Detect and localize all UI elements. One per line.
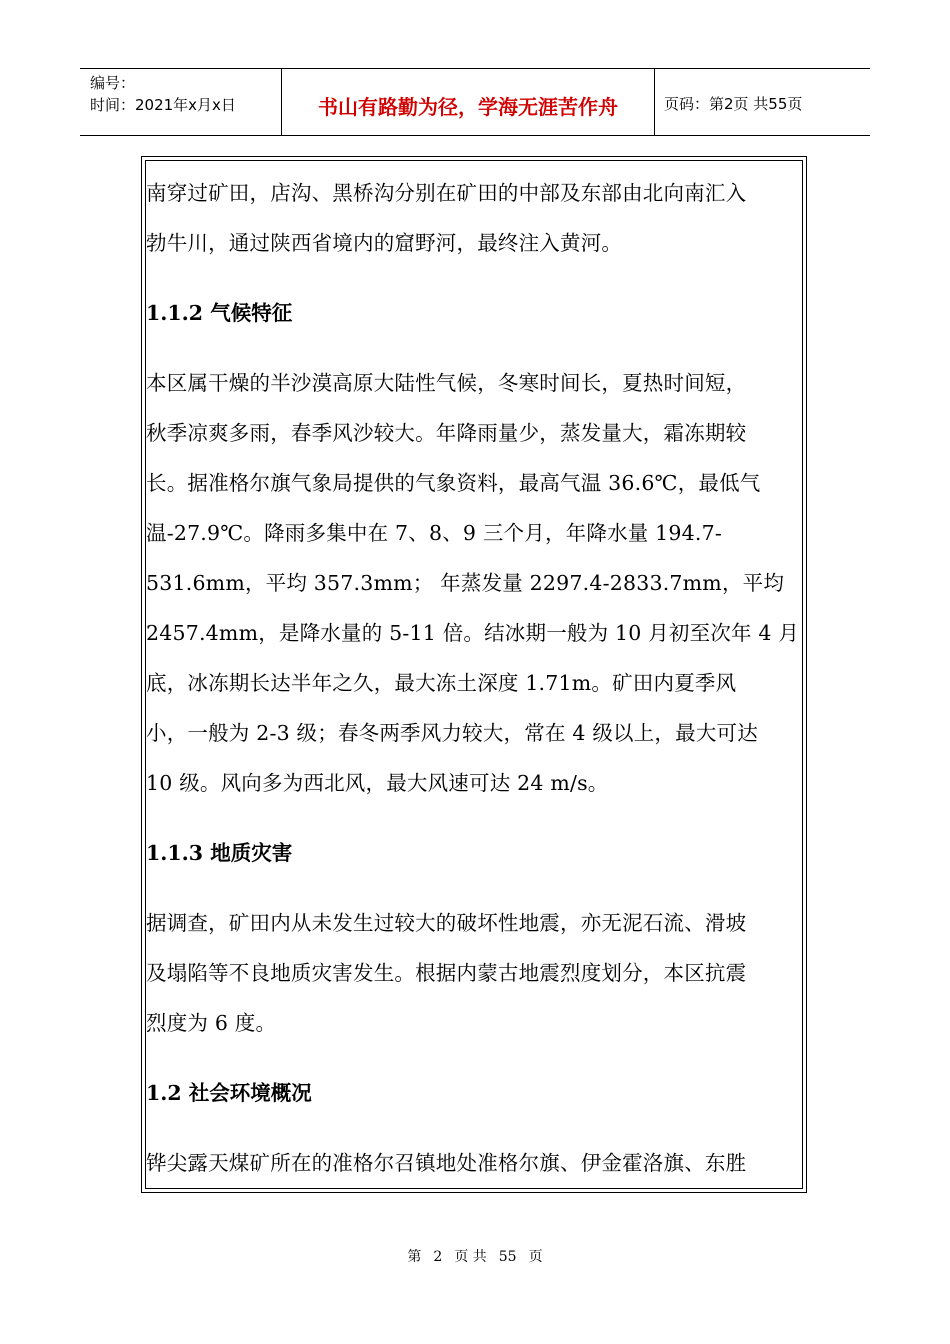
footer-total-pages: 55 (498, 1249, 517, 1265)
body-line: 531.6mm，平均 357.3mm； 年蒸发量 2297.4-2833.7mm，平均 (146, 571, 785, 595)
body-line: 10 级。风向多为西北风，最大风速可达 24 m/s。 (146, 771, 609, 795)
body-line: 本区属干燥的半沙漠高原大陆性气候，冬寒时间长，夏热时间短， (146, 371, 747, 395)
footer-page-number: 2 (433, 1249, 443, 1265)
header-top-rule (80, 68, 870, 69)
body-line: 南穿过矿田，店沟、黑桥沟分别在矿田的中部及东部由北向南汇入 (146, 181, 747, 205)
footer-mid: 页 共 (454, 1249, 487, 1265)
footer-prefix: 第 (407, 1249, 422, 1265)
body-line: 小，一般为 2-3 级；春冬两季风力较大，常在 4 级以上，最大可达 (146, 721, 758, 745)
body-line: 秋季凉爽多雨，春季风沙较大。年降雨量少，蒸发量大，霜冻期较 (146, 421, 747, 445)
body-line: 温-27.9℃。降雨多集中在 7、8、9 三个月，年降水量 194.7- (146, 521, 722, 545)
document-number-label: 编号： (90, 74, 136, 92)
body-line: 勃牛川，通过陕西省境内的窟野河，最终注入黄河。 (146, 231, 623, 255)
body-line: 铧尖露天煤矿所在的准格尔召镇地处准格尔旗、伊金霍洛旗、东胜 (146, 1151, 747, 1175)
body-line: 2457.4mm，是降水量的 5-11 倍。结冰期一般为 10 月初至次年 4 月 (146, 621, 800, 645)
document-body (146, 168, 801, 1188)
body-line: 据调查，矿田内从未发生过较大的破坏性地震，亦无泥石流、滑坡 (146, 911, 747, 935)
section-heading-geological-hazards: 1.1.3 地质灾害 (146, 841, 293, 865)
document-time-label: 时间：2021年x月x日 (90, 96, 236, 114)
header-meta (90, 72, 236, 116)
header-motto: 书山有路勤为径，学海无涯苦作舟 (318, 95, 618, 119)
body-line: 底，冰冻期长达半年之久，最大冻土深度 1.71m。矿田内夏季风 (146, 671, 737, 695)
body-line: 长。据准格尔旗气象局提供的气象资料，最高气温 36.6℃，最低气 (146, 471, 761, 495)
page-footer (0, 1246, 950, 1266)
header-page-info: 页码：第2页 共55页 (664, 95, 803, 113)
section-heading-social-environment: 1.2 社会环境概况 (146, 1081, 312, 1105)
header-bottom-rule (80, 135, 870, 136)
body-line: 烈度为 6 度。 (146, 1011, 277, 1035)
section-heading-climate: 1.1.2 气候特征 (146, 301, 293, 325)
footer-suffix: 页 (528, 1249, 543, 1265)
header-divider-right (654, 68, 655, 135)
body-line: 及塌陷等不良地质灾害发生。根据内蒙古地震烈度划分，本区抗震 (146, 961, 747, 985)
